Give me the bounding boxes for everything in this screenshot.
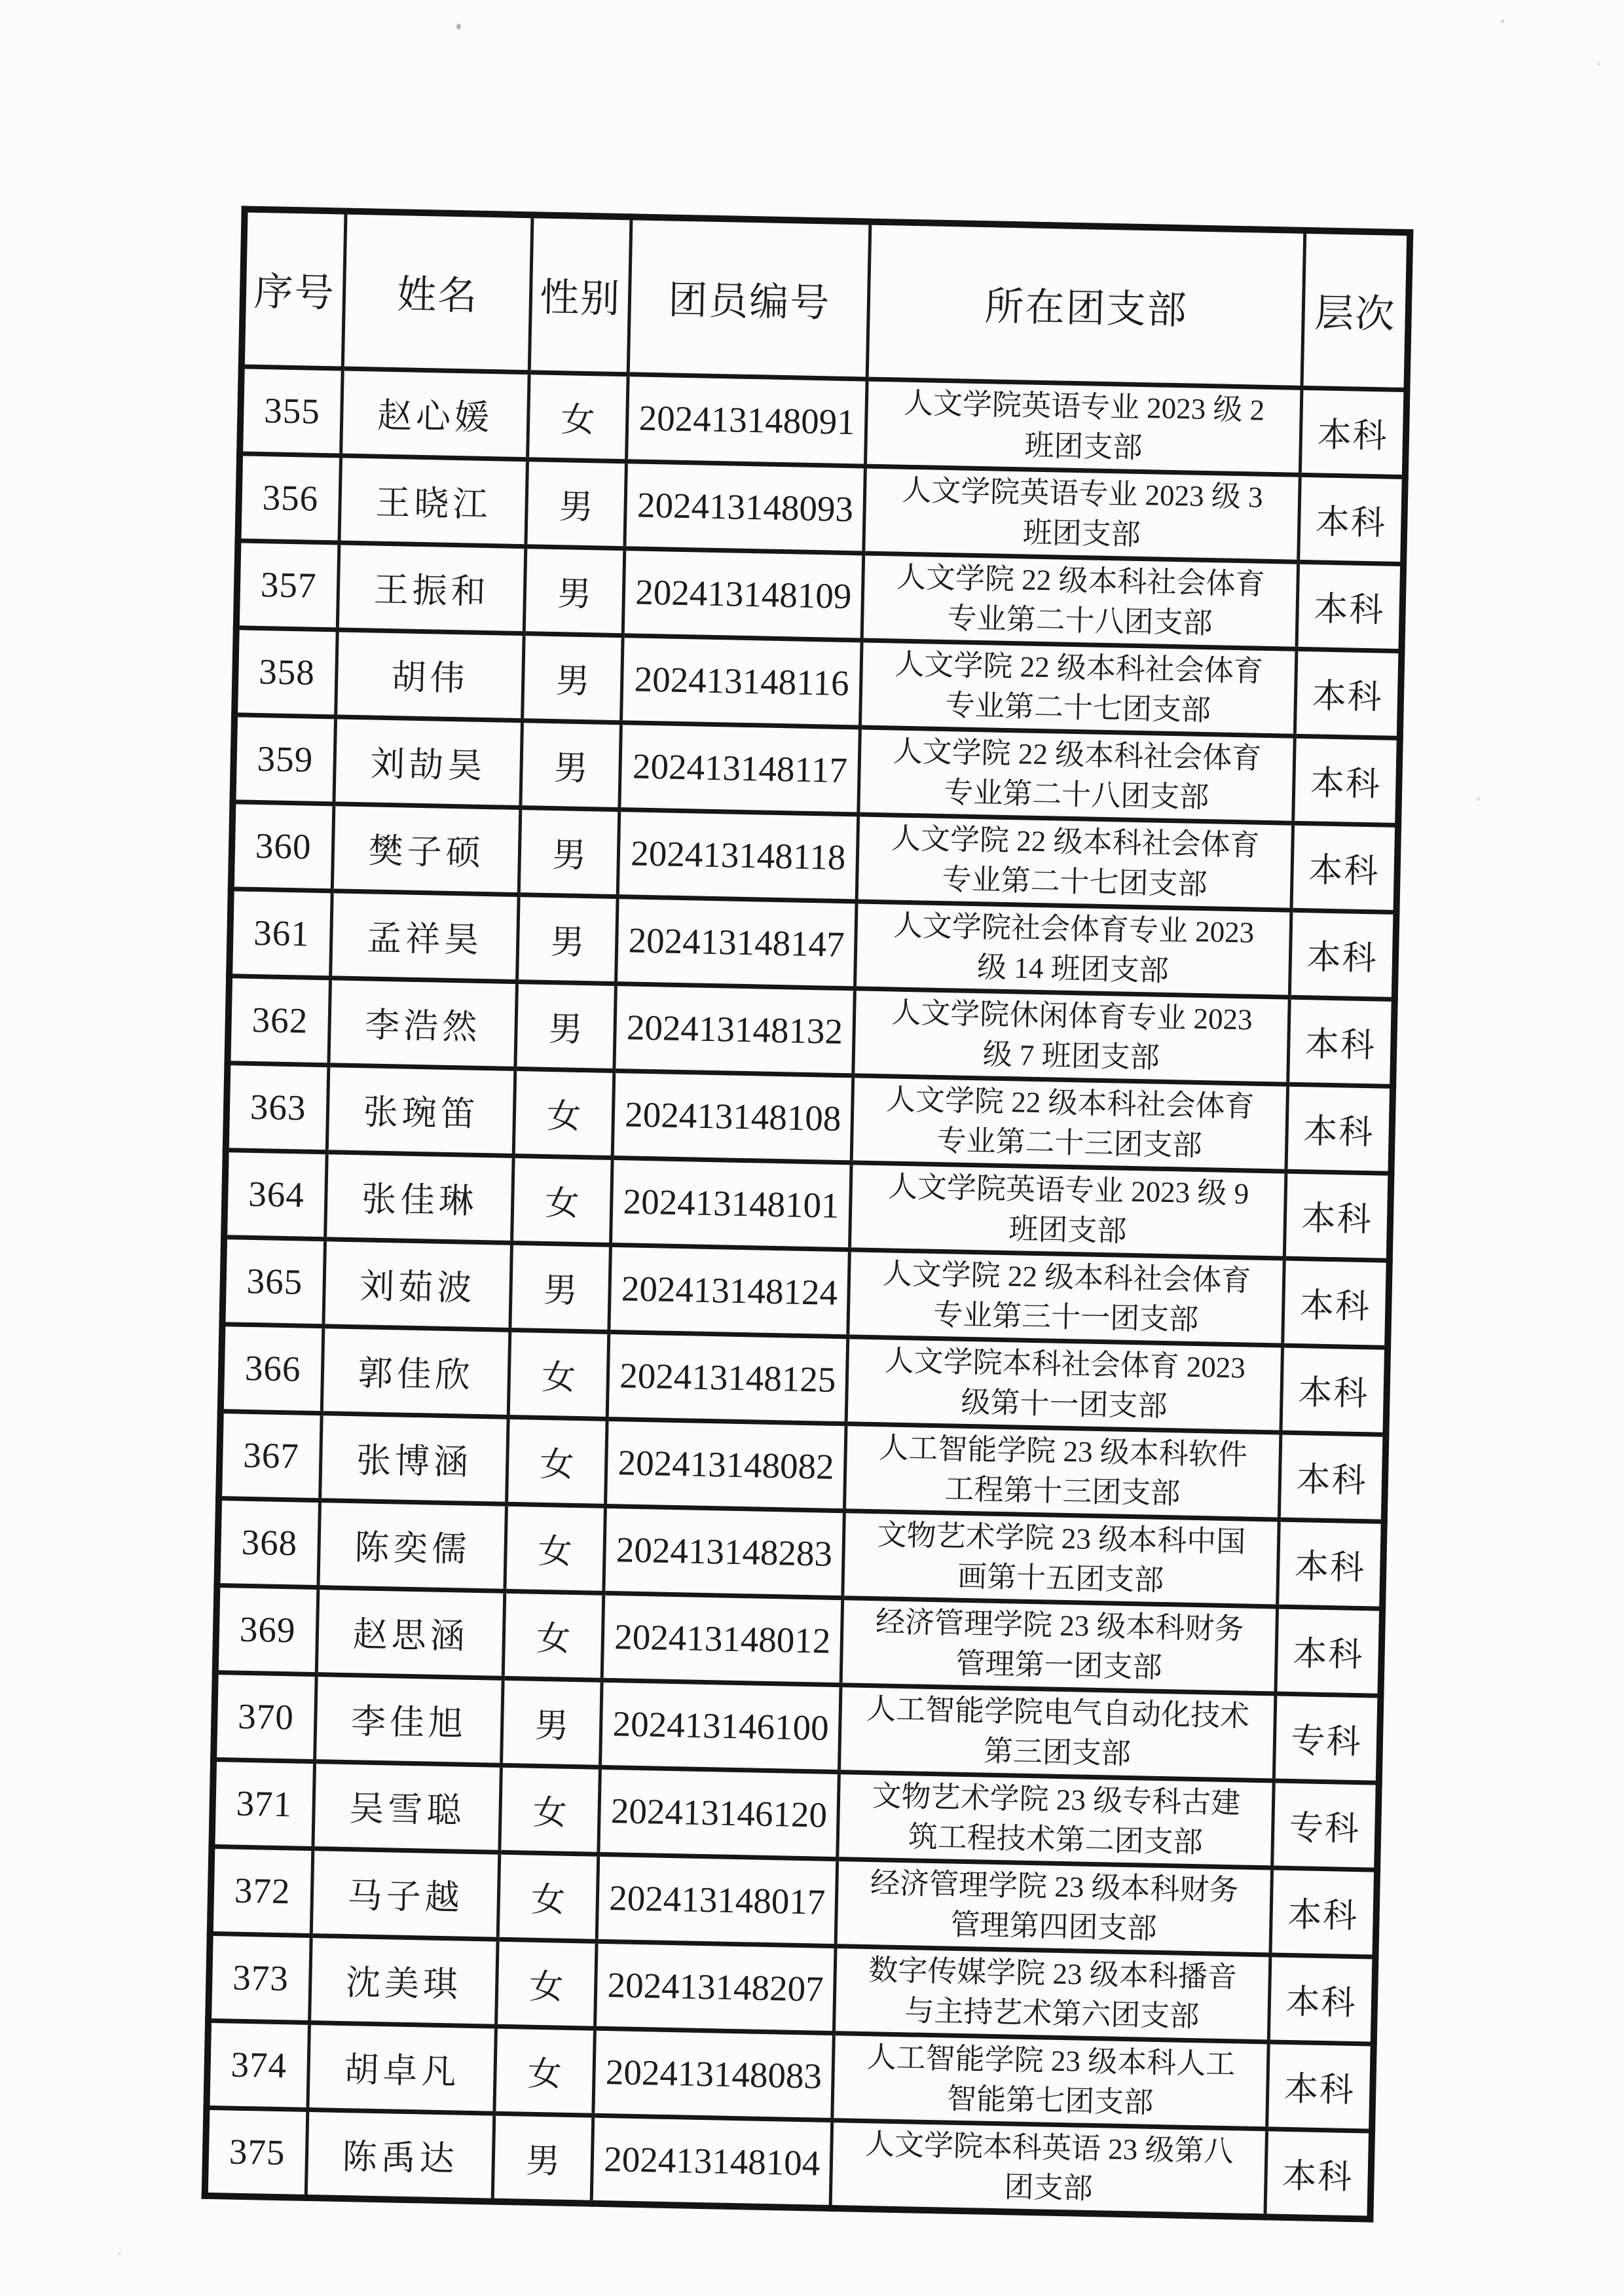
cell-gender: 男 (519, 807, 619, 896)
cell-branch: 人文学院 22 级本科社会体育专业第二十八团支部 (858, 727, 1295, 822)
cell-index: 358 (234, 627, 337, 716)
cell-level: 本科 (1283, 1258, 1390, 1347)
cell-name: 王振和 (338, 542, 526, 633)
cell-index: 372 (210, 1846, 313, 1935)
cell-branch: 人工智能学院 23 级本科软件工程第十三团支部 (845, 1423, 1281, 1519)
cell-member-id: 202413148132 (614, 983, 855, 1075)
cell-level: 本科 (1281, 1345, 1388, 1434)
cell-index: 359 (232, 714, 335, 803)
cell-name: 赵心媛 (341, 369, 529, 460)
cell-name: 胡伟 (336, 629, 524, 720)
cell-gender: 女 (500, 1765, 600, 1854)
cell-branch: 人工智能学院电气自动化技术第三团支部 (840, 1685, 1276, 1780)
cell-member-id: 202413148101 (611, 1157, 851, 1249)
cell-level: 本科 (1280, 1432, 1386, 1522)
cell-branch: 人文学院英语专业 2023 级 2 班团支部 (866, 379, 1302, 475)
col-header-gender: 性别 (529, 215, 631, 374)
member-roster-table (202, 206, 1414, 2222)
cell-gender: 男 (524, 546, 625, 635)
cell-level: 本科 (1288, 997, 1395, 1086)
cell-gender: 女 (507, 1417, 608, 1506)
cell-branch: 经济管理学院 23 级本科财务管理第一团支部 (841, 1597, 1277, 1693)
cell-member-id: 202413148147 (616, 896, 857, 988)
cell-name: 沈美琪 (310, 1935, 498, 2026)
cell-gender: 男 (526, 459, 627, 548)
cell-name: 陈禹达 (306, 2109, 494, 2201)
cell-branch: 文物艺术学院 23 级专科古建筑工程技术第二团支部 (838, 1772, 1274, 1867)
cell-name: 樊子硕 (333, 803, 521, 894)
cell-member-id: 202413148082 (606, 1419, 846, 1510)
cell-level: 本科 (1278, 1520, 1384, 1609)
cell-branch: 人文学院社会体育专业 2023 级 14 班团支部 (855, 901, 1291, 996)
col-header-member-id: 团员编号 (629, 217, 871, 378)
cell-branch: 人文学院 22 级本科社会体育专业第二十三团支部 (851, 1075, 1287, 1171)
cell-gender: 男 (515, 981, 616, 1070)
cell-member-id: 202413148207 (595, 1941, 836, 2033)
cell-member-id: 202413148125 (608, 1332, 848, 1423)
cell-gender: 女 (503, 1591, 604, 1680)
cell-index: 360 (231, 801, 334, 890)
cell-index: 355 (240, 366, 342, 455)
scan-speck (1598, 63, 1600, 65)
cell-member-id: 202413146100 (600, 1680, 841, 1772)
cell-gender: 女 (513, 1068, 614, 1157)
cell-gender: 男 (492, 2113, 593, 2204)
cell-index: 370 (213, 1672, 316, 1761)
cell-member-id: 202413148017 (597, 1854, 838, 1946)
cell-gender: 女 (512, 1156, 613, 1245)
cell-index: 375 (205, 2107, 308, 2198)
cell-name: 赵思涵 (317, 1587, 505, 1678)
cell-level: 本科 (1285, 1171, 1392, 1260)
cell-branch: 人文学院英语专业 2023 级 9 班团支部 (850, 1162, 1286, 1258)
cell-branch: 人文学院 22 级本科社会体育专业第三十一团支部 (848, 1249, 1284, 1345)
cell-index: 373 (208, 1933, 311, 2022)
cell-member-id: 202413148012 (602, 1593, 843, 1685)
cell-name: 马子越 (312, 1848, 500, 1939)
cell-index: 371 (212, 1759, 314, 1848)
cell-level: 本科 (1293, 736, 1400, 825)
cell-level: 本科 (1267, 2041, 1374, 2130)
cell-branch: 人工智能学院 23 级本科人工智能第七团支部 (832, 2033, 1268, 2128)
cell-member-id: 202413148083 (593, 2028, 834, 2120)
cell-branch: 人文学院 22 级本科社会体育专业第二十七团支部 (860, 640, 1297, 735)
cell-member-id: 202413148091 (627, 374, 867, 465)
cell-name: 王晓江 (339, 455, 527, 546)
cell-gender: 男 (510, 1243, 611, 1332)
cell-name: 李佳旭 (315, 1674, 503, 1765)
cell-branch: 人文学院本科社会体育 2023 级第十一团支部 (846, 1336, 1282, 1432)
cell-level: 本科 (1297, 562, 1403, 651)
cell-gender: 男 (523, 633, 623, 722)
cell-name: 李浩然 (329, 977, 517, 1068)
cell-index: 374 (206, 2020, 309, 2109)
cell-branch: 人文学院休闲体育专业 2023 级 7 班团支部 (853, 988, 1289, 1084)
cell-name: 刘茹波 (323, 1239, 511, 1330)
header-row (242, 209, 1410, 390)
cell-branch: 经济管理学院 23 级本科财务管理第四团支部 (836, 1859, 1272, 1954)
scan-speck (118, 2252, 121, 2255)
table-body (205, 366, 1407, 2219)
cell-branch: 人文学院本科英语 23 级第八团支部 (830, 2120, 1267, 2217)
cell-index: 367 (219, 1411, 322, 1500)
cell-member-id: 202413148109 (623, 548, 864, 640)
cell-index: 366 (221, 1324, 323, 1413)
cell-index: 356 (238, 453, 341, 542)
cell-level: 本科 (1291, 823, 1398, 912)
cell-branch: 人文学院 22 级本科社会体育专业第二十七团支部 (857, 814, 1293, 909)
cell-level: 专科 (1274, 1694, 1381, 1783)
cell-name: 陈奕儒 (318, 1500, 506, 1591)
cell-index: 363 (226, 1063, 329, 1152)
cell-gender: 女 (496, 1939, 597, 2028)
cell-level: 本科 (1299, 475, 1405, 564)
cell-gender: 男 (502, 1678, 602, 1767)
cell-name: 张佳琳 (325, 1152, 513, 1243)
cell-member-id: 202413148116 (621, 635, 862, 727)
cell-branch: 数字传媒学院 23 级本科播音与主持艺术第六团支部 (834, 1946, 1270, 2041)
cell-gender: 女 (505, 1504, 606, 1593)
cell-gender: 女 (494, 2026, 595, 2115)
cell-name: 孟祥昊 (331, 890, 519, 981)
cell-gender: 女 (528, 372, 629, 461)
cell-member-id: 202413146120 (599, 1767, 839, 1859)
cell-name: 郭佳欣 (322, 1326, 510, 1417)
cell-branch: 人文学院英语专业 2023 级 3 班团支部 (864, 466, 1300, 562)
cell-index: 361 (229, 888, 332, 977)
cell-member-id: 202413148104 (592, 2115, 833, 2208)
member-table-wrap (202, 206, 1414, 2222)
cell-level: 本科 (1295, 649, 1402, 738)
cell-member-id: 202413148108 (613, 1070, 853, 1162)
cell-index: 365 (222, 1237, 325, 1326)
cell-gender: 女 (508, 1330, 609, 1419)
cell-name: 胡卓凡 (308, 2022, 496, 2113)
cell-member-id: 202413148118 (618, 809, 858, 901)
scan-speck (1477, 797, 1480, 801)
cell-index: 364 (224, 1150, 327, 1239)
cell-level: 本科 (1270, 1867, 1377, 1956)
cell-name: 张博涵 (320, 1413, 508, 1504)
cell-index: 357 (236, 540, 339, 629)
cell-member-id: 202413148093 (625, 461, 865, 553)
cell-name: 吴雪聪 (313, 1761, 501, 1852)
cell-index: 362 (227, 975, 330, 1065)
cell-name: 刘劼昊 (334, 716, 522, 807)
col-header-name: 姓名 (343, 211, 533, 373)
cell-level: 专科 (1272, 1780, 1379, 1869)
col-header-index: 序号 (242, 209, 346, 368)
col-header-branch: 所在团支部 (867, 222, 1305, 388)
cell-gender: 男 (521, 720, 621, 809)
cell-member-id: 202413148283 (604, 1506, 844, 1597)
cell-index: 369 (215, 1585, 318, 1674)
cell-level: 本科 (1290, 910, 1397, 999)
cell-name: 张琬笛 (327, 1065, 515, 1156)
scan-speck (456, 24, 461, 29)
cell-level: 本科 (1286, 1084, 1393, 1173)
cell-branch: 人文学院 22 级本科社会体育专业第二十八团支部 (862, 553, 1298, 649)
cell-level: 本科 (1269, 1954, 1376, 2043)
cell-level: 本科 (1276, 1607, 1382, 1696)
col-header-level: 层次 (1302, 230, 1410, 390)
cell-member-id: 202413148124 (609, 1245, 849, 1336)
cell-gender: 男 (517, 894, 618, 983)
cell-branch: 文物艺术学院 23 级本科中国画第十五团支部 (843, 1510, 1279, 1606)
cell-gender: 女 (498, 1852, 599, 1941)
scan-speck (1501, 20, 1504, 23)
cell-level: 本科 (1301, 388, 1407, 477)
cell-level: 本科 (1265, 2128, 1372, 2219)
cell-member-id: 202413148117 (619, 722, 860, 814)
cell-index: 368 (217, 1498, 320, 1587)
